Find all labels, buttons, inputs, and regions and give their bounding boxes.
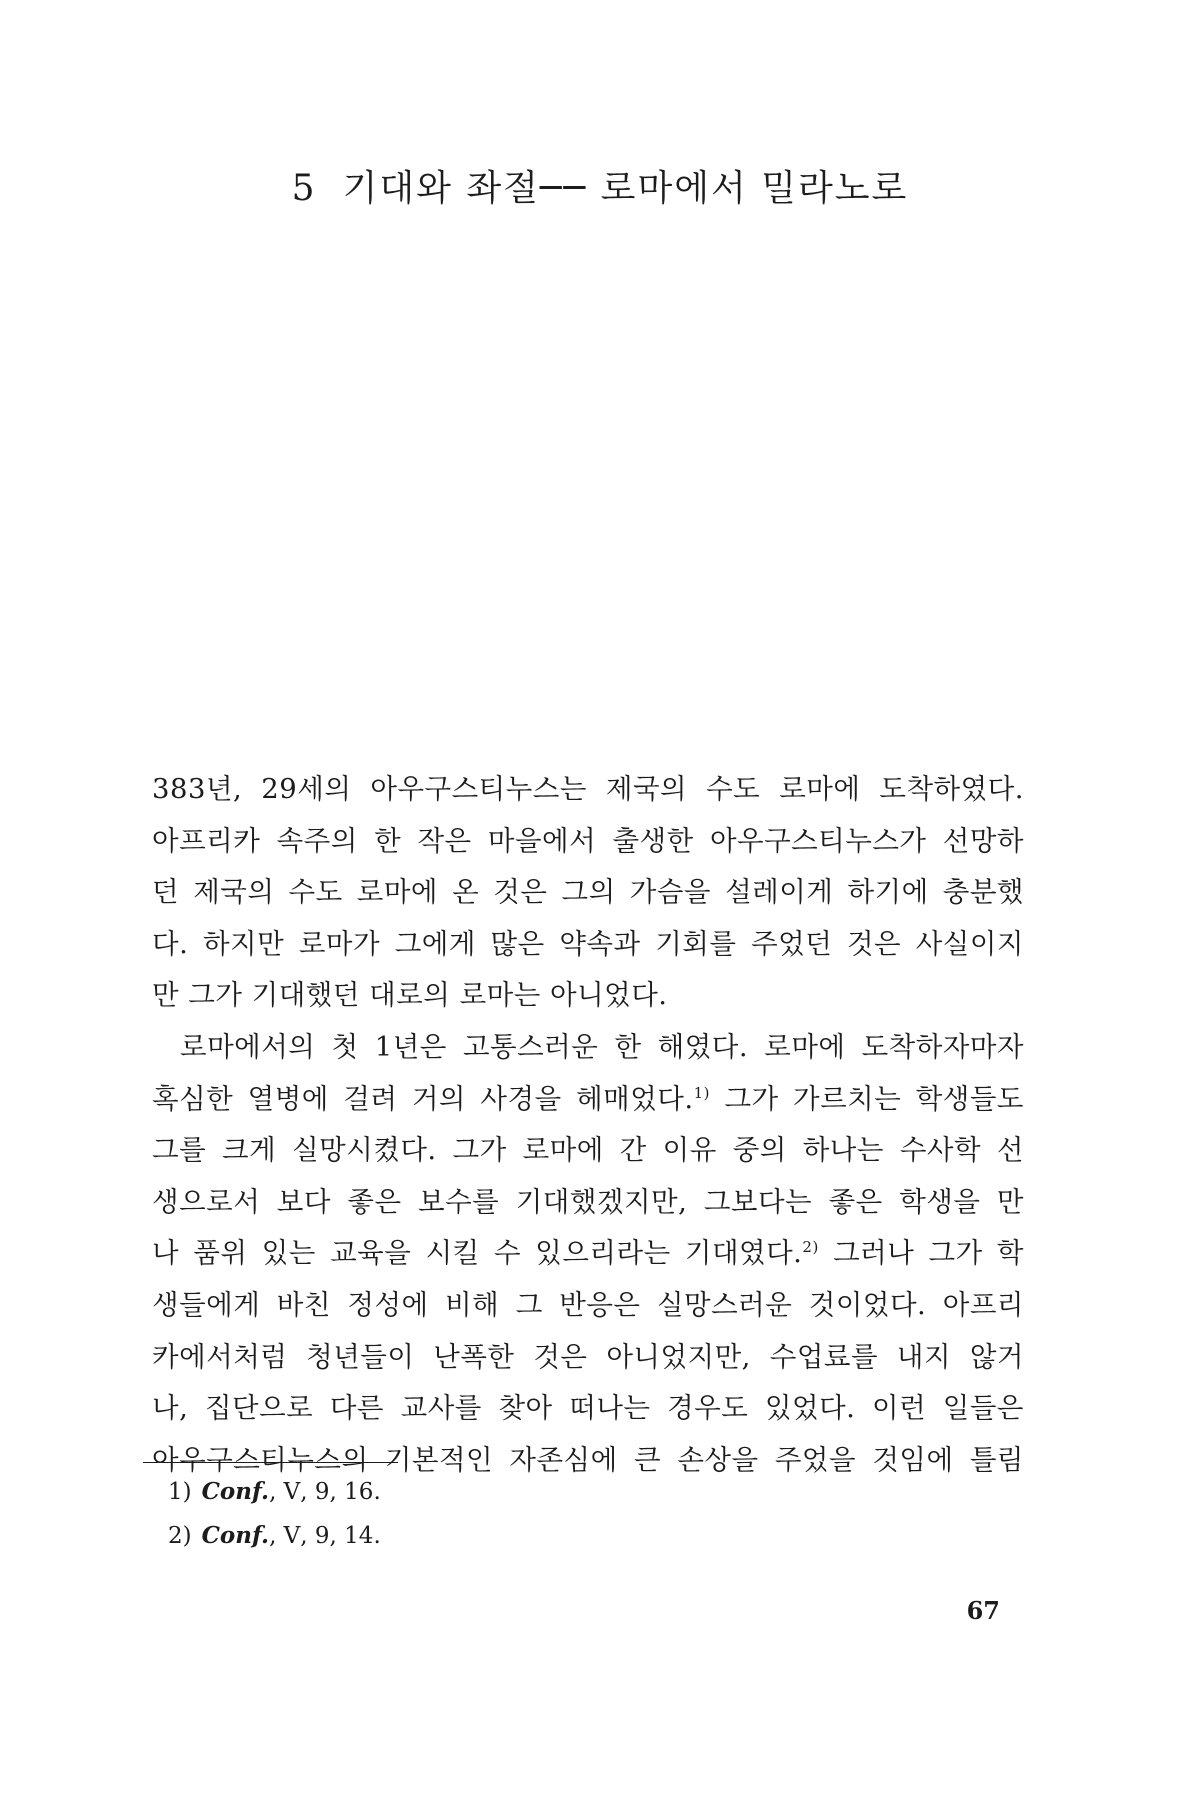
text-line: 혹심한 열병에 걸려 거의 사경을 헤매었다.$^{1)}$ 그가 가르치는 학생들도 [152,1082,1024,1115]
body-text [152,764,1024,1486]
text-line: 나 품위 있는 교육을 시킬 수 있으리라는 기대였다.$^{2)}$ 그러나 그가 학 [152,1237,1024,1270]
footnote-source: Conf. [201,1478,270,1505]
text-line: 로마에서의 첫 1년은 고통스러운 한 해였다. 로마에 도착하자마자 [180,1030,1024,1063]
footnote-number: 2) [168,1523,192,1549]
text-line: 나, 집단으로 다른 교사를 찾아 떠나는 경우도 있었다. 이런 일들은 [152,1392,1024,1425]
footnote-ref-text: , Ⅴ, 9, 16. [269,1479,381,1505]
footnotes [168,1470,381,1558]
text-line: 아프리카 속주의 한 작은 마을에서 출생한 아우구스티누스가 선망하 [152,824,1024,857]
chapter-title [0,160,1200,211]
footnote [168,1470,381,1514]
text-line: 그를 크게 실망시켰다. 그가 로마에 간 이유 중의 하나는 수사학 선 [152,1134,1024,1167]
footnote-divider [143,1462,398,1463]
page-number: 67 [966,1596,1000,1625]
footnote-number: 1) [168,1479,192,1505]
footnote-ref: 1) [693,1083,710,1102]
footnote-source: Conf. [201,1522,270,1549]
footnote [168,1514,381,1558]
text-line: 아우구스티누스의 기본적인 자존심에 큰 손상을 주었을 것임에 틀림 [152,1443,1024,1476]
text-line: 생으로서 보다 좋은 보수를 기대했겠지만, 그보다는 좋은 학생을 만 [152,1185,1024,1218]
text-line: 만 그가 기대했던 대로의 로마는 아니었다. [152,979,668,1012]
text-line: 카에서처럼 청년들이 난폭한 것은 아니었지만, 수업료를 내지 않거 [152,1340,1024,1373]
chapter-title-text: 기대와 좌절── 로마에서 밀라노로 [342,168,909,209]
text-line: 생들에게 바친 정성에 비해 그 반응은 실망스러운 것이었다. 아프리 [152,1288,1024,1321]
text-line: 383년, 29세의 아우구스티누스는 제국의 수도 로마에 도착하였다. [152,773,1024,805]
text-line: 던 제국의 수도 로마에 온 것은 그의 가슴을 설레이게 하기에 충분했 [152,876,1024,909]
text-line: 다. 하지만 로마가 그에게 많은 약속과 기회를 주었던 것은 사실이지 [152,927,1024,960]
footnote-ref-text: , Ⅴ, 9, 14. [269,1523,381,1549]
footnote-ref: 2) [802,1238,819,1257]
chapter-number: 5 [291,168,317,209]
